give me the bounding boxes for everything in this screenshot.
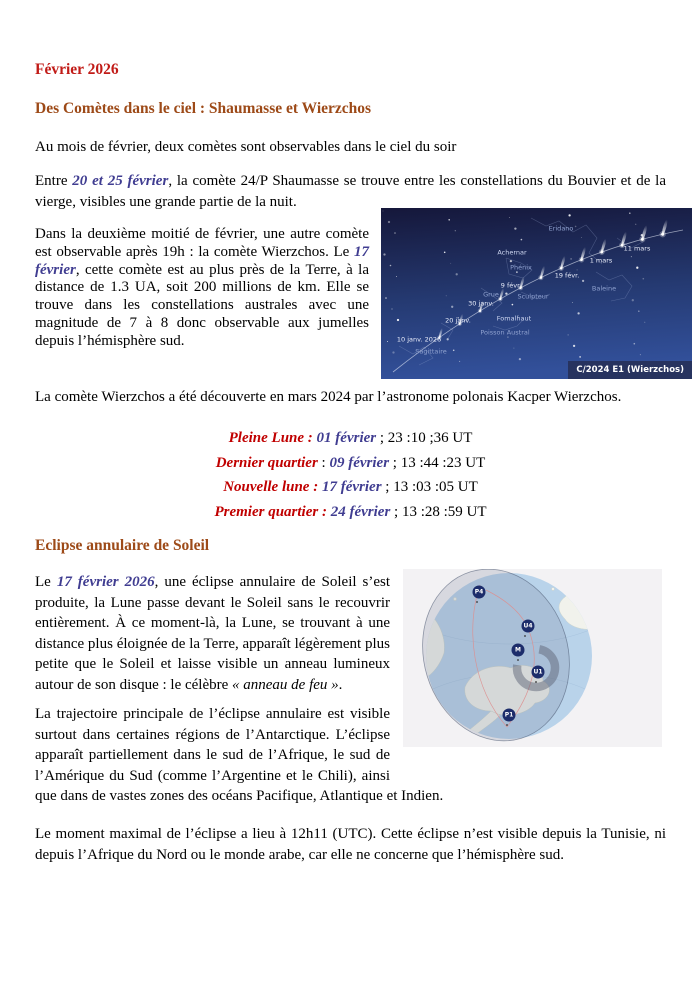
star-chart-svg: [381, 208, 692, 379]
eclipse-date: 17 février 2026: [56, 574, 155, 590]
wierzchos-pre: Dans la deuxième moitié de février, une autre comète est observable après 19h : la comète Wierzchos. Le: [35, 226, 369, 260]
phase-date: 01 février: [316, 430, 377, 446]
constellation-label: Eridano: [548, 224, 574, 233]
moon-phase-row: [35, 475, 666, 500]
phase-name: Nouvelle lune :: [223, 479, 319, 495]
eclipse-contact-marker: U1: [532, 666, 545, 679]
phase-name: Dernier quartier: [215, 454, 318, 471]
section-eclipse-heading: Eclipse annulaire de Soleil: [35, 537, 210, 554]
constellation-label: Sculpteur: [517, 292, 549, 301]
moon-phase-row: [35, 500, 666, 525]
phase-time: ; 13 :28 :59 UT: [390, 503, 487, 520]
eclipse-map-svg: [403, 569, 662, 747]
constellation-label: Baleine: [591, 284, 617, 293]
moon-phases-block: [35, 426, 666, 524]
eclipse-contact-marker: P4: [473, 586, 486, 599]
page-title: Février 2026: [35, 61, 119, 78]
chart-date-label: 1 mars: [589, 256, 613, 265]
phase-time: ; 13 :44 :23 UT: [389, 454, 486, 471]
wierzchos-post: , cette comète est au plus près de la Terre, à la distance de 1.3 UA, soit 200 millions de km. Elle se trouve dans les constellations australes avec une magnitude de 7 à 8 donc observable aux jumelles depuis l’hémisphère sud.: [35, 261, 369, 349]
paragraph-discovery: La comète Wierzchos a été découverte en mars 2024 par l’astronome polonais Kacper Wierzchos.: [35, 389, 622, 405]
eclipse-contact-marker: U4: [522, 620, 535, 633]
chart-date-label: 20 janv.: [445, 316, 471, 325]
constellation-label: Phénix: [510, 263, 532, 272]
eclipse-contact-marker: M: [512, 644, 525, 657]
comet-section-block: [35, 224, 684, 375]
phase-date: 17 février: [321, 479, 382, 495]
comet-trajectory-image: [381, 208, 692, 379]
constellation-label: Grue: [483, 290, 499, 299]
moon-phase-row: [35, 426, 666, 451]
eclipse-pre: Le: [35, 574, 57, 590]
paragraph-shaumasse: [35, 171, 666, 213]
eclipse-quote: « anneau de feu »: [232, 676, 339, 693]
eclipse-section-block: [35, 572, 666, 807]
paragraph-eclipse-maximum: Le moment maximal de l’éclipse a lieu à 12h11 (UTC). Cette éclipse n’est visible depuis la Tunisie, ni depuis l’Afrique du Nord ou le monde arabe, car elle ne concerne que l’hémisphère sud.: [35, 825, 666, 863]
phase-time: ; 13 :03 :05 UT: [381, 479, 478, 495]
chart-date-label: 30 janv.: [468, 299, 494, 308]
shaumasse-date: 20 et 25 février: [72, 173, 169, 189]
chart-date-label: 9 févr.: [500, 281, 522, 290]
phase-date: 09 février: [329, 454, 390, 471]
star-label: Fomalhaut: [496, 314, 532, 323]
chart-date-label: 11 mars: [623, 244, 651, 253]
eclipse-mid: , une éclipse annulaire de Soleil s’est produite, la Lune passe devant le Soleil sans le recouvrir entièrement. À ce moment-là, la Lune, se trouvant à une distance plus éloignée de la Terre, apparaît légèrement plus petite que le Soleil et laisse visible un anneau lumineux autour de son disque : le célèbre: [35, 574, 391, 693]
shaumasse-post: , la comète 24/P Shaumasse se trouve entre les constellations du Bouvier et de la vierge, visibles une grande partie de la nuit.: [35, 173, 667, 210]
chart-caption: C/2024 E1 (Wierzchos): [568, 361, 692, 379]
chart-date-label: 19 févr.: [554, 271, 580, 280]
eclipse-map-image: [403, 569, 662, 747]
phase-name: Pleine Lune :: [228, 430, 313, 446]
shaumasse-pre: Entre: [35, 173, 73, 189]
section-comets-heading: Des Comètes dans le ciel : Shaumasse et Wierzchos: [35, 100, 372, 117]
chart-date-label: 10 janv. 2026: [396, 335, 442, 344]
paragraph-eclipse-path: La trajectoire principale de l’éclipse annulaire est visible surtout dans certaines régions de l’Antarctique. L’éclipse apparaît partiellement dans le sud de l’Afrique, le sud de l’Amérique du Sud (comme l’Argentine et le Chili), ainsi que dans de vastes zones des océans Pacifique, Atlantique et Indien.: [35, 706, 444, 804]
phase-name: Premier quartier :: [214, 503, 327, 520]
wierzchos-date: 17 février: [35, 243, 369, 278]
eclipse-end: .: [338, 676, 343, 693]
paragraph-intro: Au mois de février, deux comètes sont observables dans le ciel du soir: [35, 139, 457, 155]
phase-time: ; 23 :10 ;36 UT: [376, 430, 473, 446]
star-label: Achernar: [497, 248, 527, 257]
phase-date: 24 février: [330, 503, 391, 520]
constellation-label: Poisson Austral: [480, 328, 530, 337]
eclipse-contact-marker: P1: [503, 709, 516, 722]
constellation-label: Sagittaire: [415, 347, 447, 356]
moon-phase-row: Dernier quartier : 09 février ; 13 :44 :23 UT: [215, 454, 486, 471]
